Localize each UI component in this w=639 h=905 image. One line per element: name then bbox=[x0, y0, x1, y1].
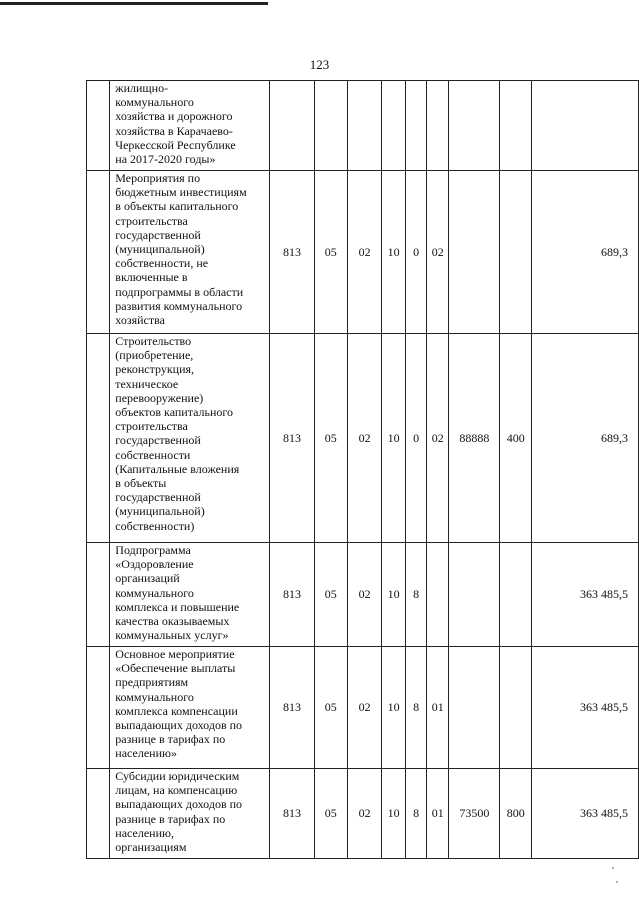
cell-pr: 02 bbox=[347, 543, 381, 647]
cell-program: 10 bbox=[382, 769, 406, 859]
cell-subprogram: 0 bbox=[405, 334, 427, 543]
cell-sum bbox=[532, 81, 639, 171]
cell-pr: 02 bbox=[347, 769, 381, 859]
cell-rz: 05 bbox=[314, 171, 347, 334]
cell-program bbox=[382, 81, 406, 171]
cell-sum: 363 485,5 bbox=[532, 769, 639, 859]
cell-expense-type: 800 bbox=[500, 769, 532, 859]
cell-pr: 02 bbox=[347, 171, 381, 334]
cell-event: 02 bbox=[427, 171, 449, 334]
cell-direction bbox=[449, 543, 500, 647]
cell-pr bbox=[347, 81, 381, 171]
cell-rz: 05 bbox=[314, 769, 347, 859]
cell-program: 10 bbox=[382, 171, 406, 334]
cell-rz bbox=[314, 81, 347, 171]
row-marker-cell bbox=[87, 171, 110, 334]
cell-rz: 05 bbox=[314, 647, 347, 769]
cell-expense-type bbox=[500, 81, 532, 171]
table-row bbox=[87, 334, 639, 543]
cell-program: 10 bbox=[382, 334, 406, 543]
table-row bbox=[87, 543, 639, 647]
cell-ved: 813 bbox=[270, 543, 314, 647]
row-marker-cell bbox=[87, 769, 110, 859]
table-row bbox=[87, 647, 639, 769]
row-marker-cell bbox=[87, 543, 110, 647]
page-number: 123 bbox=[309, 57, 330, 72]
cell-ved: 813 bbox=[270, 769, 314, 859]
row-name: жилищно- коммунального хозяйства и дорожного хозяйства в Карачаево- Черкесской Республике на 2017-2020 годы» bbox=[110, 81, 270, 171]
cell-direction bbox=[449, 81, 500, 171]
cell-ved bbox=[270, 81, 314, 171]
cell-program: 10 bbox=[382, 647, 406, 769]
cell-ved: 813 bbox=[270, 647, 314, 769]
cell-pr: 02 bbox=[347, 334, 381, 543]
cell-event bbox=[427, 81, 449, 171]
budget-table bbox=[86, 80, 639, 859]
cell-expense-type bbox=[500, 647, 532, 769]
row-name: Основное мероприятие «Обеспечение выплаты предприятиям коммунального комплекса компенсации выпадающих доходов по разнице в тарифах по населению» bbox=[110, 647, 270, 769]
cell-subprogram: 8 bbox=[405, 769, 427, 859]
cell-sum: 363 485,5 bbox=[532, 543, 639, 647]
cell-direction bbox=[449, 647, 500, 769]
cell-expense-type: 400 bbox=[500, 334, 532, 543]
scan-speck bbox=[612, 867, 614, 869]
cell-event: 02 bbox=[427, 334, 449, 543]
cell-event: 01 bbox=[427, 647, 449, 769]
table-row bbox=[87, 81, 639, 171]
cell-expense-type bbox=[500, 543, 532, 647]
cell-rz: 05 bbox=[314, 334, 347, 543]
row-marker-cell bbox=[87, 334, 110, 543]
cell-subprogram bbox=[405, 81, 427, 171]
cell-event bbox=[427, 543, 449, 647]
cell-expense-type bbox=[500, 171, 532, 334]
row-name: Подпрограмма «Оздоровление организаций коммунального комплекса и повышение качества оказываемых коммунальных услуг» bbox=[110, 543, 270, 647]
cell-pr: 02 bbox=[347, 647, 381, 769]
cell-direction: 73500 bbox=[449, 769, 500, 859]
row-marker-cell bbox=[87, 81, 110, 171]
cell-ved: 813 bbox=[270, 334, 314, 543]
cell-subprogram: 0 bbox=[405, 171, 427, 334]
table-row bbox=[87, 769, 639, 859]
row-name: Субсидии юридическим лицам, на компенсацию выпадающих доходов по разнице в тарифах по населению, организациям bbox=[110, 769, 270, 859]
table-row bbox=[87, 171, 639, 334]
cell-direction: 88888 bbox=[449, 334, 500, 543]
cell-rz: 05 bbox=[314, 543, 347, 647]
cell-subprogram: 8 bbox=[405, 543, 427, 647]
cell-event: 01 bbox=[427, 769, 449, 859]
cell-sum: 689,3 bbox=[532, 171, 639, 334]
cell-subprogram: 8 bbox=[405, 647, 427, 769]
row-marker-cell bbox=[87, 647, 110, 769]
cell-program: 10 bbox=[382, 543, 406, 647]
row-name: Строительство (приобретение, реконструкция, техническое перевооружение) объектов капитального строительства государственной собственности (Капитальные вложения в объекты государственной (муниципальной) собственности) bbox=[110, 334, 270, 543]
cell-sum: 689,3 bbox=[532, 334, 639, 543]
cell-sum: 363 485,5 bbox=[532, 647, 639, 769]
scan-speck bbox=[616, 881, 618, 883]
row-name: Мероприятия по бюджетным инвестициям в объекты капитального строительства государственной (муниципальной) собственности, не включенные в подпрограммы в области развития коммунального хозяйства bbox=[110, 171, 270, 334]
cell-ved: 813 bbox=[270, 171, 314, 334]
cell-direction bbox=[449, 171, 500, 334]
top-rule bbox=[0, 2, 268, 5]
